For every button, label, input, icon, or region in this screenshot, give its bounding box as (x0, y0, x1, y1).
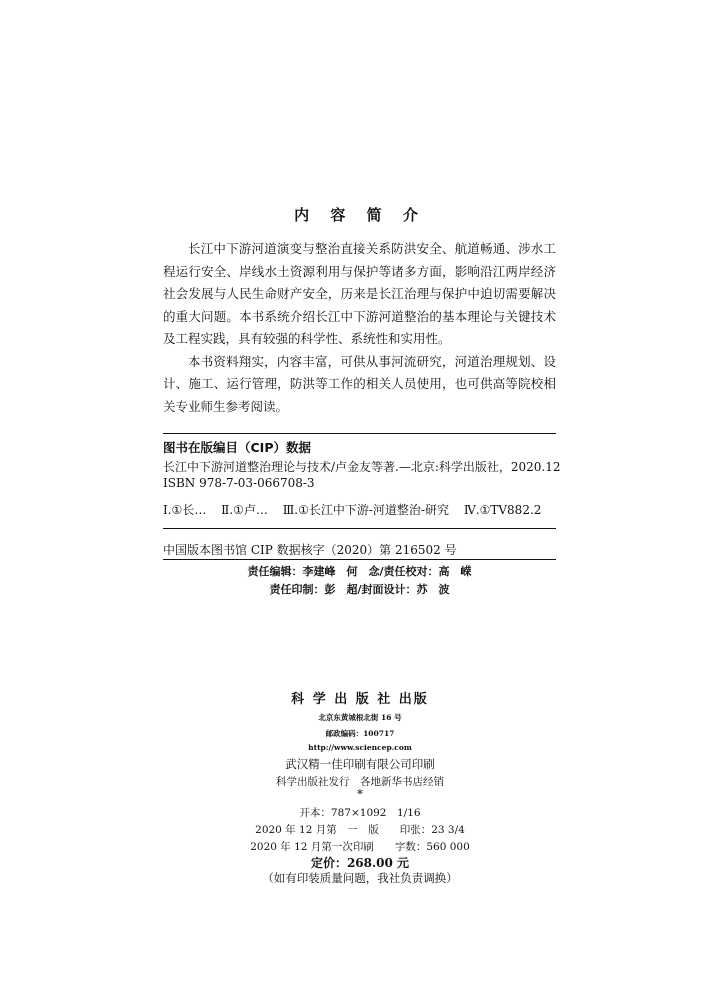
printing-line: 2020 年 12 月第一次印刷 字数：560 000 (250, 841, 470, 853)
separator-star: * (357, 787, 363, 801)
cip-isbn: ISBN 978-7-03-066708-3 (163, 476, 315, 490)
quality-note: （如有印装质量问题，我社负责调换） (262, 871, 458, 885)
summary-paragraph: 本书资料翔实，内容丰富，可供从事河流研究，河道治理规划、设计、施工、运行管理，防洪等工作的相关人员使用，也可供高等院校相关专业师生参考阅读。 (163, 353, 556, 414)
publisher-address: 北京东黄城根北街 16 号 (318, 713, 402, 722)
classification-item: Ⅰ.①长… (163, 503, 207, 517)
distribution-line: 科学出版社发行 各地新华书店经销 (276, 776, 444, 788)
summary-paragraph: 长江中下游河道演变与整治直接关系防洪安全、航道畅通、涉水工程运行安全、岸线水土资源利用与保护等诸多方面，影响沿江两岸经济社会发展与人民生命财产安全，历来是长江治理与保护中迫切需要解决的重大问题。本书系统介绍长江中下游河道整治的基本理论与关键技术及工程实践，具有较强的科学性、系统性和实用性。 (163, 241, 556, 346)
price-line: 定价：268.00 元 (310, 856, 410, 870)
classification-item: Ⅳ.①TV882.2 (463, 503, 542, 517)
publisher-website: http://www.sciencep.com (308, 743, 412, 752)
publisher-name: 科 学 出 版 社 出版 (291, 692, 429, 707)
cip-book-line: 长江中下游河道整治理论与技术/卢金友等著.—北京:科学出版社，2020.12 (163, 460, 561, 474)
classification-item: Ⅲ.①长江中下游-河道整治-研究 (282, 503, 449, 517)
summary-body (163, 238, 556, 418)
credits-production: 责任印制：彭 超/封面设计：苏 波 (269, 583, 450, 596)
cip-heading: 图书在版编目（CIP）数据 (163, 440, 311, 455)
cip-top-rule (163, 433, 556, 434)
printer-line: 武汉精一佳印刷有限公司印刷 (285, 757, 435, 771)
classification-item: Ⅱ.①卢… (221, 503, 268, 517)
edition-line: 2020 年 12 月第 一 版 印张：23 3/4 (255, 824, 465, 836)
format-line: 开本：787×1092 1/16 (299, 807, 421, 819)
credits-editors: 责任编辑：李建峰 何 念/责任校对：高 嵘 (247, 565, 472, 578)
cip-classification (163, 501, 563, 518)
summary-title: 内 容 简 介 (294, 206, 426, 224)
cip-middle-rule (163, 528, 556, 529)
cip-bottom-rule (163, 559, 556, 560)
publisher-postcode: 邮政编码：100717 (325, 729, 395, 738)
cip-number: 中国版本图书馆 CIP 数据核字（2020）第 216502 号 (163, 543, 457, 557)
